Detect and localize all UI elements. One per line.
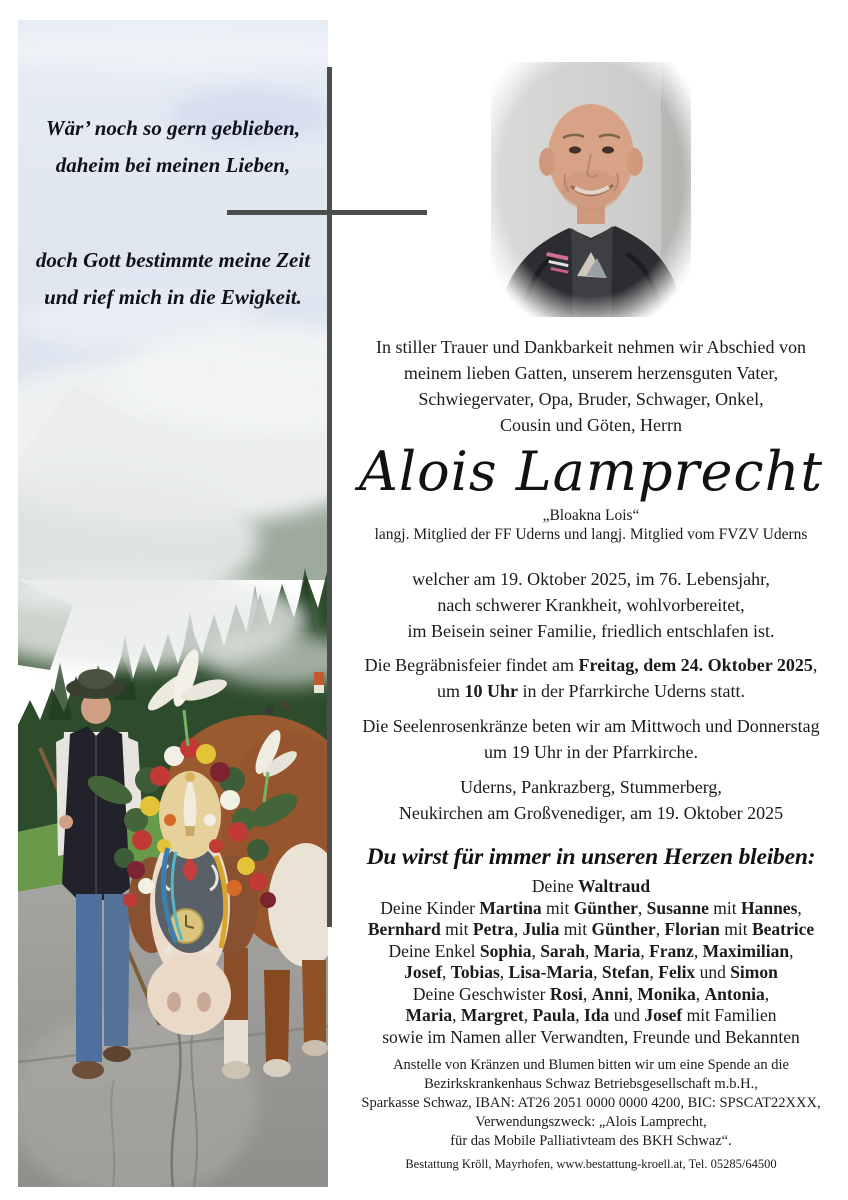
announcement-paragraph (338, 334, 844, 438)
funeral-paragraph (338, 652, 844, 704)
mourners-line: sowie im Namen aller Verwandten, Freunde und Bekannten (382, 1026, 800, 1047)
mourners-line: Deine Kinder Martina mit Günther, Susanne mit Hannes, (380, 897, 802, 918)
passing-paragraph (338, 566, 844, 644)
mourners-line: Deine Waltraud (531, 876, 651, 896)
cross-vertical-bar (327, 67, 332, 927)
passing-line: nach schwerer Krankheit, wohlvorbereitet, (437, 595, 745, 615)
donation-line: für das Mobile Palliativteam des BKH Schwaz“. (450, 1133, 732, 1149)
mourners-line: Deine Geschwister Rosi, Anni, Monika, Antonia, (412, 983, 770, 1004)
poem-line: doch Gott bestimmte meine Zeit (35, 248, 311, 272)
farewell-heading: Du wirst für immer in unseren Herzen bleiben: (366, 844, 816, 870)
funeral-home-footer: Bestattung Kröll, Mayrhofen, www.bestattung-kroell.at, Tel. 05285/64500 (405, 1157, 777, 1171)
announcement-line: meinem lieben Gatten, unserem herzensguten Vater, (403, 363, 779, 383)
mourners-line: Deine Enkel Sophia, Sarah, Maria, Franz, Maximilian, (388, 940, 794, 961)
obituary-content (338, 0, 844, 1172)
almabtrieb-photo-art (18, 20, 328, 1187)
donation-line: Verwendungszweck: „Alois Lamprecht, (475, 1114, 707, 1130)
rosary-line: Die Seelenrosenkränze beten wir am Mittwoch und Donnerstag (362, 716, 820, 736)
mourners-line: Josef, Tobias, Lisa-Maria, Stefan, Felix und Simon (404, 962, 778, 982)
deceased-memberships: langj. Mitglied der FF Uderns und langj. Mitglied vom FVZV Uderns (374, 526, 808, 543)
donation-paragraph (338, 1056, 844, 1151)
dateline-line: Uderns, Pankrazberg, Stummerberg, (460, 777, 722, 797)
rosary-paragraph (338, 713, 844, 765)
announcement-line: Schwiegervater, Opa, Bruder, Schwager, Onkel, (418, 389, 764, 409)
portrait-photo-art (491, 62, 691, 317)
poem-line: daheim bei meinen Lieben, (55, 153, 291, 177)
mourners-list (338, 876, 844, 1048)
funeral-line: Die Begräbnisfeier findet am Freitag, dem 24. Oktober 2025, (364, 655, 818, 675)
donation-line: Sparkasse Schwaz, IBAN: AT26 2051 0000 0000 4200, BIC: SPSCAT22XXX, (361, 1095, 821, 1111)
deceased-name: Alois Lamprecht (358, 440, 824, 503)
poem-line: Wär’ noch so gern geblieben, (45, 116, 301, 140)
funeral-line: um 10 Uhr in der Pfarrkirche Uderns statt. (437, 681, 745, 701)
dateline-line: Neukirchen am Großvenediger, am 19. Oktober 2025 (398, 803, 784, 823)
announcement-line: In stiller Trauer und Dankbarkeit nehmen wir Abschied von (376, 337, 806, 357)
passing-line: welcher am 19. Oktober 2025, im 76. Lebensjahr, (412, 569, 770, 589)
donation-line: Anstelle von Kränzen und Blumen bitten wir um eine Spende an die (393, 1057, 789, 1073)
poem-stanza-2 (18, 242, 328, 316)
deceased-nickname: „Bloakna Lois“ (542, 507, 640, 524)
rosary-line: um 19 Uhr in der Pfarrkirche. (484, 742, 698, 762)
passing-line: im Beisein seiner Familie, friedlich entschlafen ist. (407, 621, 775, 641)
mourners-line: Bernhard mit Petra, Julia mit Günther, Florian mit Beatrice (367, 919, 815, 939)
poem-line: und rief mich in die Ewigkeit. (44, 285, 302, 309)
dateline-paragraph (338, 774, 844, 826)
almabtrieb-photo (18, 20, 328, 1187)
portrait-photo (491, 62, 691, 317)
announcement-line: Cousin und Göten, Herrn (500, 415, 682, 435)
mourners-line: Maria, Margret, Paula, Ida und Josef mit Familien (405, 1005, 777, 1025)
donation-line: Bezirkskrankenhaus Schwaz Betriebsgesellschaft m.b.H., (424, 1076, 758, 1092)
poem-stanza-1 (18, 110, 328, 184)
